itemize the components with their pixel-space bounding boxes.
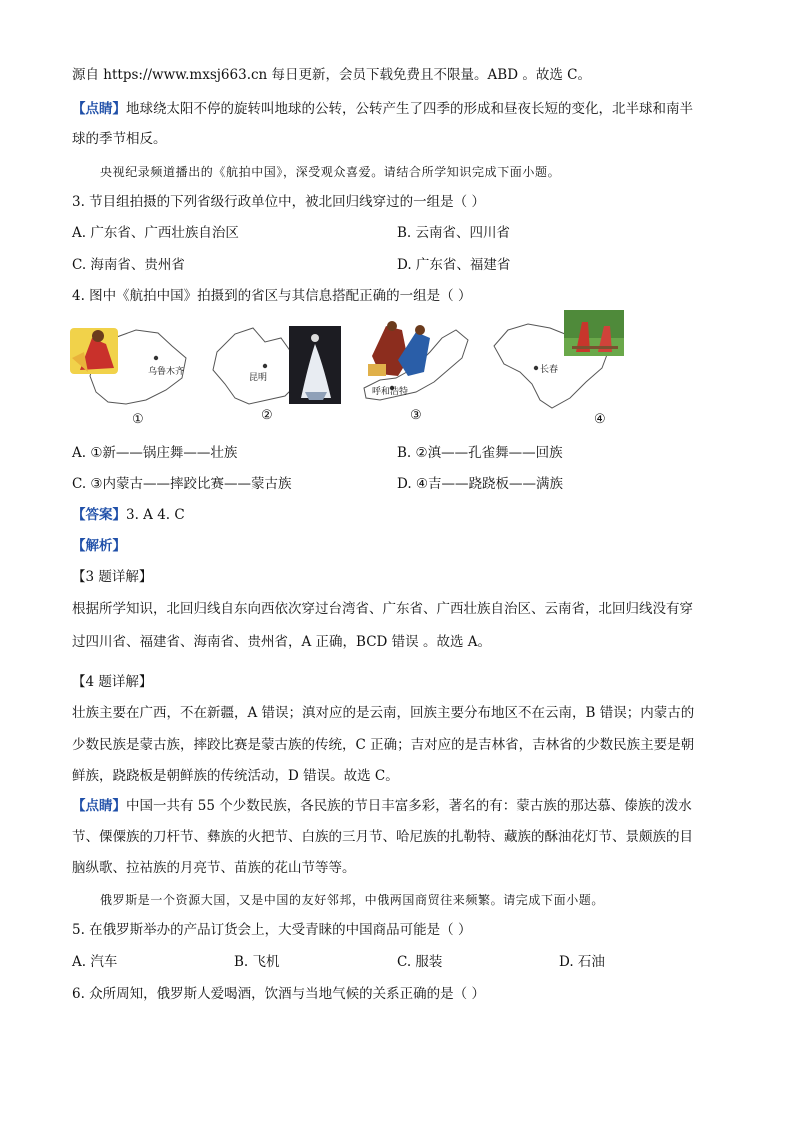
pointer-text-cont: 球的季节相反。 (72, 131, 167, 147)
pointer-tag: 【点睛】 (72, 101, 126, 117)
q4-detail-text-cont: 少数民族是蒙古族，摔跤比赛是蒙古族的传统，C 正确；吉对应的是吉林省，吉林省的少数民族主要是朝 (72, 737, 695, 753)
q3-detail-text-cont: 过四川省、福建省、海南省、贵州省，A 正确，BCD 错误 。故选 A。 (72, 634, 491, 650)
pointer-text-cont: 节、傈僳族的刀杆节、彝族的火把节、白族的三月节、哈尼族的扎勒特、藏族的酥油花灯节、景颇族的目 (72, 829, 693, 845)
question-6-stem: 6. 众所周知，俄罗斯人爱喝酒，饮酒与当地气候的关系正确的是（ ） (72, 986, 485, 1002)
material-intro-1: 央视纪录频道播出的《航拍中国》，深受观众喜爱。请结合所学知识完成下面小题。 (100, 165, 561, 179)
q4-option-d: D. ④吉——跷跷板——满族 (397, 476, 564, 492)
map-number: ① (132, 412, 144, 427)
pointer-paragraph-2 (72, 797, 692, 815)
question-5-stem: 5. 在俄罗斯举办的产品订货会上，大受青睐的中国商品可能是（ ） (72, 922, 472, 938)
map-yunnan (205, 322, 345, 432)
q3-option-c: C. 海南省、贵州省 (72, 257, 185, 273)
analysis-tag: 【解析】 (72, 538, 126, 554)
question-4-stem: 4. 图中《航拍中国》拍摄到的省区与其信息搭配正确的一组是（ ） (72, 288, 472, 304)
q5-option-c: C. 服装 (397, 954, 443, 970)
source-line: 源自 https://www.mxsj663.cn 每日更新，会员下载免费且不限量。ABD 。故选 C。 (72, 67, 591, 83)
map-city-label: 乌鲁木齐 (148, 367, 185, 377)
q3-option-d: D. 广东省、福建省 (397, 257, 511, 273)
question-3-stem: 3. 节目组拍摄的下列省级行政单位中，被北回归线穿过的一组是（ ） (72, 194, 485, 210)
q5-option-a: A. 汽车 (72, 954, 118, 970)
q4-option-b: B. ②滇——孔雀舞——回族 (397, 445, 563, 461)
map-number: ③ (410, 408, 422, 423)
q4-option-c: C. ③内蒙古——摔跤比赛——蒙古族 (72, 476, 292, 492)
map-jilin (490, 308, 630, 430)
answer-tag: 【答案】 (72, 507, 126, 523)
pointer-text: 地球绕太阳不停的旋转叫地球的公转，公转产生了四季的形成和昼夜长短的变化，北半球和南半 (126, 101, 693, 117)
map-city-label: 长春 (540, 365, 559, 375)
answer-text: 3. A 4. C (126, 507, 185, 523)
pointer-text-cont: 脑纵歌、拉祜族的月亮节、苗族的花山节等等。 (72, 860, 356, 876)
q5-option-d: D. 石油 (559, 954, 605, 970)
q4-detail-text-cont: 鲜族，跷跷板是朝鲜族的传统活动，D 错误。故选 C。 (72, 768, 399, 784)
material-intro-2: 俄罗斯是一个资源大国，又是中国的友好邻邦，中俄两国商贸往来频繁。请完成下面小题。 (100, 893, 605, 907)
map-xinjiang (70, 318, 200, 428)
q3-detail-tag: 【3 题详解】 (72, 569, 153, 585)
q3-detail-text: 根据所学知识，北回归线自东向西依次穿过台湾省、广东省、广西壮族自治区、云南省，北回归线没有穿 (72, 601, 693, 617)
answer-line (72, 506, 185, 524)
map-city-label: 呼和浩特 (372, 387, 409, 397)
pointer-text: 中国一共有 55 个少数民族，各民族的节日丰富多彩，著名的有：蒙古族的那达慕、傣族的泼水 (126, 798, 692, 814)
map-city-label: 昆明 (249, 373, 268, 383)
q3-option-b: B. 云南省、四川省 (397, 225, 511, 241)
q4-detail-tag: 【4 题详解】 (72, 674, 153, 690)
pointer-paragraph-1 (72, 100, 693, 118)
map-number: ④ (594, 412, 606, 427)
q4-detail-text: 壮族主要在广西，不在新疆，A 错误；滇对应的是云南，回族主要分布地区不在云南，B 错误；内蒙古的 (72, 705, 695, 721)
map-number: ② (261, 408, 273, 423)
map-inner-mongolia (358, 316, 478, 428)
pointer-tag: 【点睛】 (72, 798, 126, 814)
q3-option-a: A. 广东省、广西壮族自治区 (72, 225, 239, 241)
q5-option-b: B. 飞机 (234, 954, 280, 970)
q4-option-a: A. ①新——锅庄舞——壮族 (72, 445, 238, 461)
